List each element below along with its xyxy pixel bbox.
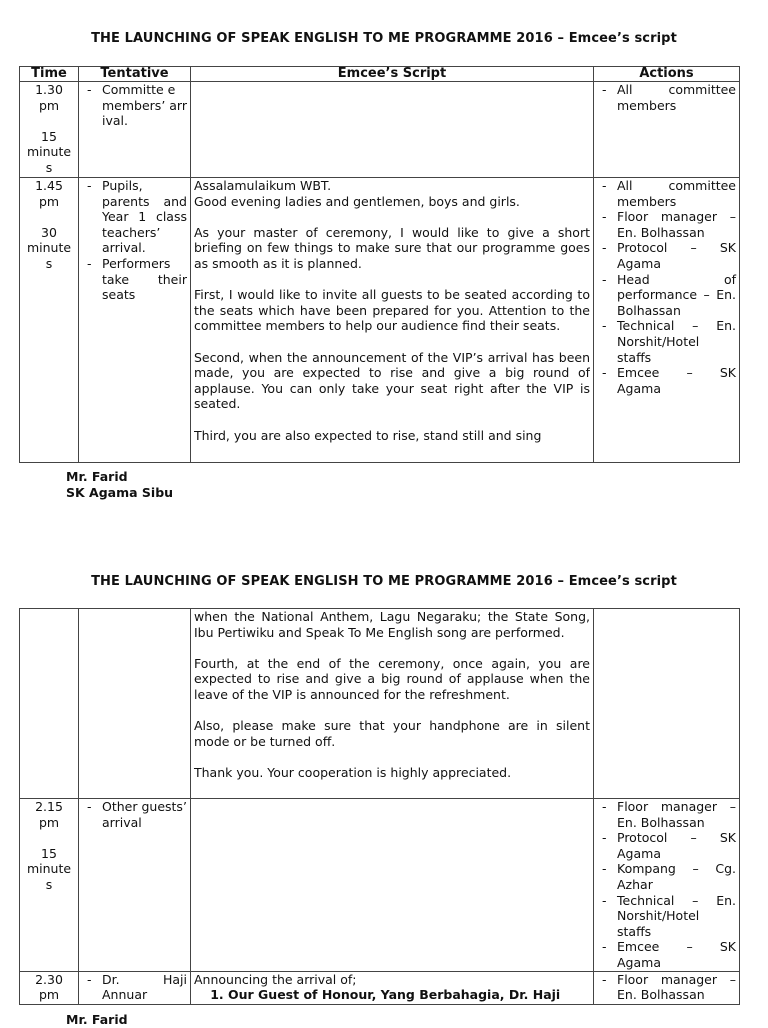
table-row [20,971,740,1004]
time-cell: 2.15 pm 15 minute s [20,799,79,972]
script-paragraph: Announcing the arrival of; [194,971,357,987]
actions-cell [594,971,740,1004]
header-actions: Actions [594,67,740,82]
list-item: - Kompang – Cg. Azhar [597,861,736,892]
script-cell [191,971,594,1004]
script-paragraph: Assalamulaikum WBT. [194,178,332,193]
script-cell [191,82,594,178]
script-paragraph: First, I would like to invite all guests to be seated according to the seats which have been prepared for you. Attention to the committee members to help our audience find their seats. [194,287,590,334]
page-footer [66,469,173,500]
page-title: THE LAUNCHING OF SPEAK ENGLISH TO ME PROGRAMME 2016 – Emcee’s script [91,574,677,589]
list-item: - All committee members [597,82,736,113]
script-paragraph: Fourth, at the end of the ceremony, once again, you are expected to rise and give a big round of applause when the leave of the VIP is announced for the refreshment. [194,655,590,702]
list-item: - Other guests’ arrival [82,799,187,830]
script-paragraph: Also, please make sure that your handphone are in silent mode or be turned off. [194,718,590,749]
time-cell: 1.45 pm 30 minute s [20,178,79,463]
script-paragraph: Good evening ladies and gentlemen, boys and girls. [194,193,520,209]
header-tentative: Tentative [79,67,191,82]
list-item: - Head of performance – En. Bolhassan [597,272,736,319]
schedule-table [19,608,740,1005]
footer-name: Mr. Farid [66,469,128,484]
script-paragraph: when the National Anthem, Lagu Negaraku; the State Song, Ibu Pertiwiku and Speak To Me English song are performed. [194,609,590,640]
table-header-row [20,67,740,82]
list-item: 1. Our Guest of Honour, Yang Berbahagia, Dr. Haji [228,987,590,1002]
list-item: - Technical – En. Norshit/Hotel staffs [597,893,736,940]
list-item: - Emcee – SK Agama [597,365,736,396]
tentative-cell [79,971,191,1004]
table-row [20,799,740,972]
header-time: Time [20,67,79,82]
script-cell [191,178,594,463]
time-cell: 2.30 pm [20,971,79,1004]
list-item: - Protocol – SK Agama [597,830,736,861]
table-row [20,609,740,799]
list-item: - Floor manager – En. Bolhassan [597,799,736,830]
list-item: - Floor manager – En. Bolhassan [597,209,736,240]
tentative-cell [79,178,191,463]
list-item: - Protocol – SK Agama [597,240,736,271]
tentative-cell [79,799,191,972]
tentative-cell [79,82,191,178]
list-item: - Technical – En. Norshit/Hotel staffs [597,318,736,365]
list-item: - Pupils, parents and Year 1 class teachers’ arrival. [82,178,187,256]
script-cell [191,609,594,799]
time-cell: 1.30 pm 15 minute s [20,82,79,178]
list-item: - Dr. Haji Annuar [82,972,187,1003]
header-script: Emcee’s Script [191,67,594,82]
actions-cell [594,82,740,178]
schedule-table [19,66,740,463]
actions-cell [594,799,740,972]
table-row [20,178,740,463]
list-item: - Floor manager – En. Bolhassan [597,972,736,1003]
script-paragraph: Second, when the announcement of the VIP’s arrival has been made, you are expected to rise and give a big round of applause. You can only take your seat right after the VIP is seated. [194,349,590,412]
tentative-cell [79,609,191,799]
page-title: THE LAUNCHING OF SPEAK ENGLISH TO ME PROGRAMME 2016 – Emcee’s script [91,31,677,46]
script-paragraph: Thank you. Your cooperation is highly appreciated. [194,764,512,780]
script-paragraph: As your master of ceremony, I would like to give a short briefing on few things to make sure that our programme goes as smooth as it is planned. [194,224,590,271]
script-paragraph: Third, you are also expected to rise, stand still and sing [194,427,542,443]
list-item: - Performers take their seats [82,256,187,303]
footer-name: Mr. Farid [66,1012,128,1027]
footer-school: SK Agama Sibu [66,484,174,500]
script-cell [191,799,594,972]
table-row [20,82,740,178]
page-footer [66,1012,128,1028]
actions-cell [594,178,740,463]
time-cell [20,609,79,799]
list-item: - Committe e members’ arrival. [82,82,187,129]
list-item: - All committee members [597,178,736,209]
actions-cell [594,609,740,799]
list-item: - Emcee – SK Agama [597,939,736,970]
